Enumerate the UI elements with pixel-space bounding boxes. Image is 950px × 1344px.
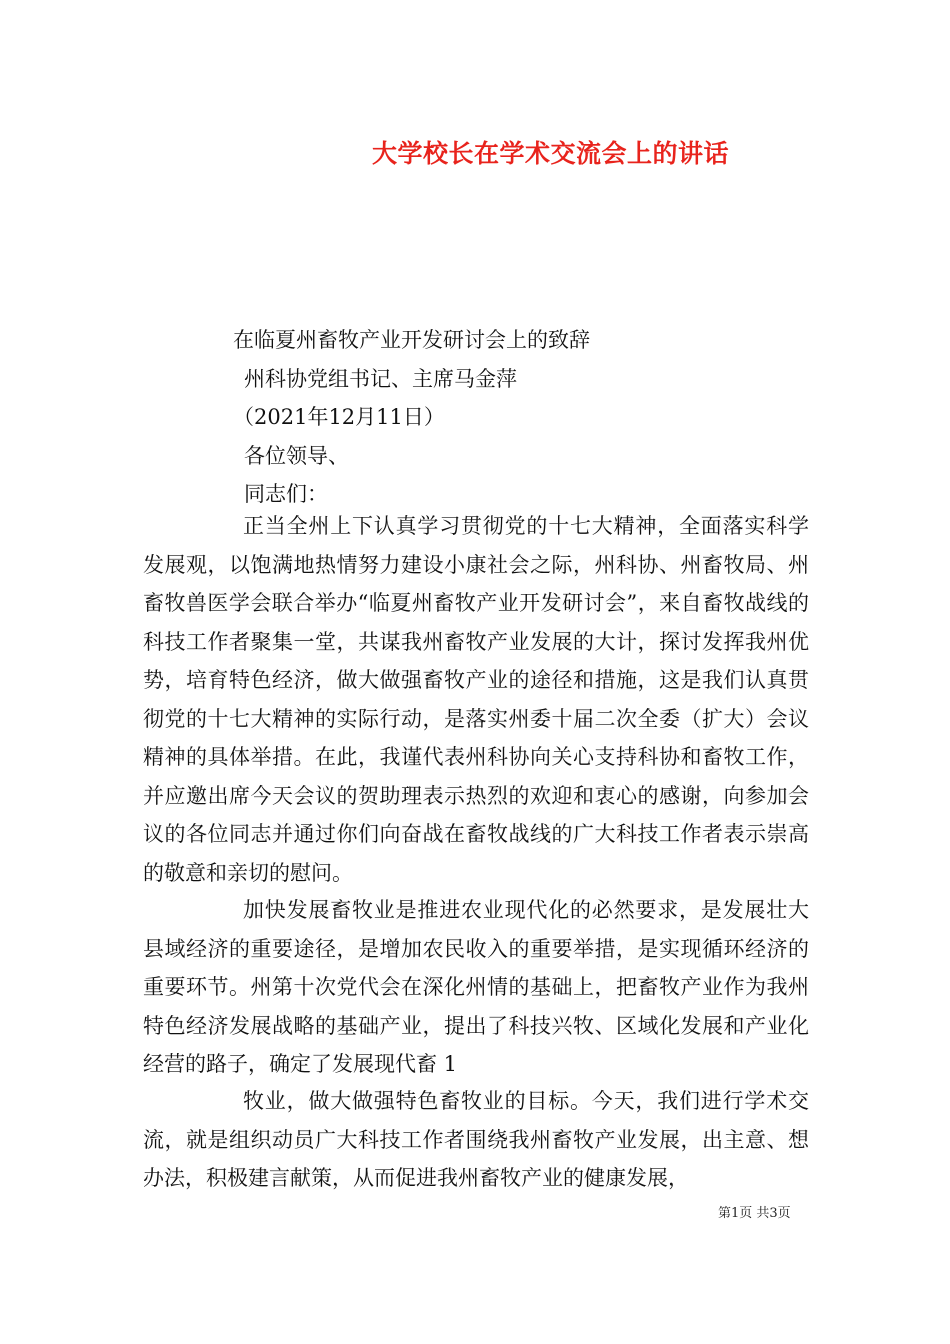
speech-title: 在临夏州畜牧产业开发研讨会上的致辞 xyxy=(233,328,590,352)
body-paragraph-3: 牧业，做大做强特色畜牧业的目标。今天，我们进行学术交流，就是组织动员广大科技工作者围绕我州畜牧产业发展，出主意、想办法，积极建言献策，从而促进我州畜牧产业的健康发展， xyxy=(143,1089,809,1190)
date-line: （2021年12月11日） xyxy=(233,405,445,429)
speaker-line: 州科协党组书记、主席马金萍 xyxy=(244,367,517,391)
salutation-leaders: 各位领导、 xyxy=(244,444,349,468)
page-number: 第1页 共3页 xyxy=(718,1206,791,1221)
document-title: 大学校长在学术交流会上的讲话 xyxy=(372,139,730,168)
body-paragraph-2: 加快发展畜牧业是推进农业现代化的必然要求，是发展壮大县域经济的重要途径，是增加农民收入的重要举措，是实现循环经济的重要环节。州第十次党代会在深化州情的基础上，把畜牧产业作为我州特色经济发展战略的基础产业，提出了科技兴牧、区域化发展和产业化经营的路子，确定了发展现代畜 1 xyxy=(143,898,809,1076)
body-paragraph-1: 正当全州上下认真学习贯彻党的十七大精神，全面落实科学发展观，以饱满地热情努力建设小康社会之际，州科协、州畜牧局、州畜牧兽医学会联合举办“临夏州畜牧产业开发研讨会”，来自畜牧战线的科技工作者聚集一堂，共谋我州畜牧产业发展的大计，探讨发挥我州优势，培育特色经济，做大做强畜牧产业的途径和措施，这是我们认真贯彻党的十七大精神的实际行动，是落实州委十届二次全委（扩大）会议精神的具体举措。在此，我谨代表州科协向关心支持科协和畜牧工作，并应邀出席今天会议的贺助理表示热烈的欢迎和衷心的感谢，向参加会议的各位同志并通过你们向奋战在畜牧战线的广大科技工作者表示崇高的敬意和亲切的慰问。 xyxy=(143,514,809,885)
salutation-comrades: 同志们： xyxy=(244,482,328,506)
